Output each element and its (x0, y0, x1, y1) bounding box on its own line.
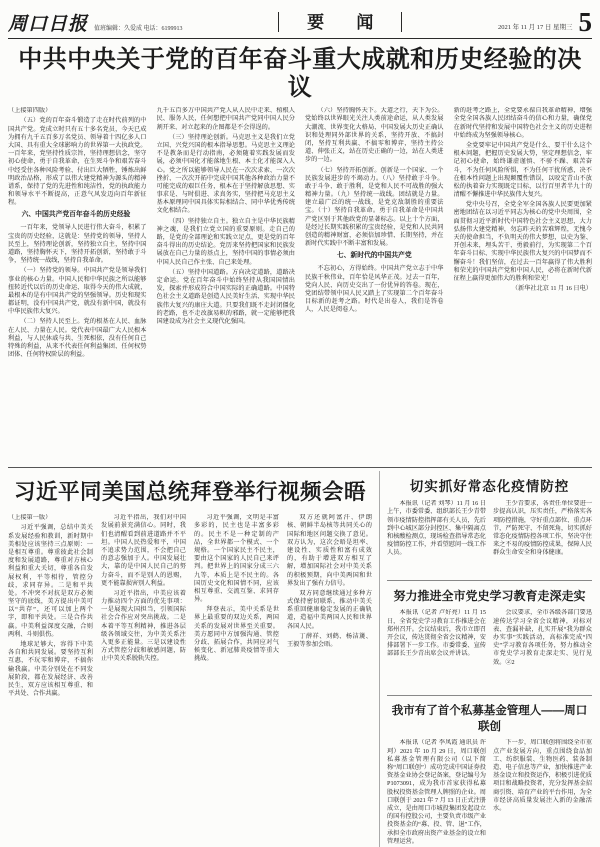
article-column (305, 107, 444, 461)
body-paragraph: （六）坚持胸怀天下。大道之行，天下为公。党始终以世界眼光关注人类前途命运，从人类发展大潮流、世界变化大格局、中国发展大历史正确认识和处理同外部世界的关系，坚持开放、不搞封闭，坚持互利共赢、不搞零和博弈，坚持主持公道、伸张正义，站在历史正确的一边，站在人类进步的一边。 (305, 107, 444, 164)
main-headline: 中共中央关于党的百年奋斗重大成就和历史经验的决议 (18, 46, 582, 101)
article-column (101, 514, 186, 844)
body-paragraph: 本报讯（记者 李凤霞 通讯员 许珂）2021 年 10 月 29 日，周口联创私募基金管理有限公司（以下简称“周口联创”）成功完成中国证券投资基金业协会登记备案，登记编号为 P1073091，成为我市首家获得私募股权投资基金管理人牌照的企业。周口联创于 2021 年 7 月 13 日正式注册成立，是由周口市城投集团发起设立的国有控股公司，主要负责市级产业投资基金的“募、投、管、退”工作，承担全市政府出资产业基金的设立和管理运营。 (387, 739, 486, 845)
body-paragraph: 会议要求，全市各级各部门要迅速传达学习全省会议精神，对标对表、查漏补缺，扎实开展“我为群众办实事”实践活动，高标准完成“四史”学习教育各项任务，努力推动全市党史学习教育走深走实、见行见效。②2 (493, 609, 592, 666)
section-divider-bar-right (401, 12, 402, 32)
xi-meeting-headline: 习近平同美国总统拜登举行视频会晤 (13, 480, 366, 505)
article-rule (387, 695, 592, 696)
party-history-headline: 努力推进全市党史学习教育走深走实 (393, 589, 586, 604)
party-history-article (387, 583, 592, 691)
article-column (287, 514, 372, 844)
article-column (493, 609, 592, 691)
body-paragraph: 习近平强调，文明是丰富多彩的，民主也是丰富多彩的。民主不是一种定制的产品，全世界都一个模式、一个规格。一个国家民主不民主，要由这个国家的人民自己来评判。把世界上的国家分成三六九等，本质上是不民主的。各国历史文化和国情不同，应该相互尊重、交流互鉴、求同存异。 (194, 514, 279, 604)
body-paragraph: （七）坚持开拓创新。创新是一个国家、一个民族发展进步的不竭动力。（八）坚持敢于斗争。敢于斗争、敢于胜利，是党和人民不可战胜的强大精神力量。（九）坚持统一战线。团结就是力量。建立最广泛的统一战线，是党克敌制胜的重要法宝。（十）坚持自我革命。勇于自我革命是中国共产党区别于其他政党的显著标志。以上十个方面，是经过长期实践积累的宝贵经验，是党和人民共同创造的精神财富，必须倍加珍惜、长期坚持，并在新时代实践中不断丰富和发展。 (305, 166, 444, 248)
body-paragraph: 全党要牢记中国共产党是什么、要干什么这个根本问题，把握历史发展大势，坚定理想信念，牢记初心使命，始终谦虚谨慎、不骄不躁、艰苦奋斗，不为任何风险所惧，不为任何干扰所惑，决不在根本性问题上出现颠覆性错误，以咬定青山不放松的执着奋力实现既定目标，以行百里者半九十的清醒不懈推进中华民族伟大复兴。 (453, 141, 592, 199)
body-paragraph: 习近平强调，总结中美关系发展经验和教训，新时期中美相处应该坚持三点原则：一是相互尊重。尊重彼此社会制度和发展道路，尊重对方核心利益和重大关切，尊重各自发展权利，平等相待，管控分歧，求同存异。二是和平共处。不冲突不对抗是双方必须坚守的底线，美方提出中美可以“共存”，还可以加上两个字，即和平共处。三是合作共赢。中美利益深度交融，合则两利、斗则俱伤。 (8, 524, 93, 638)
xi-meeting-article (8, 471, 380, 847)
section-subhead-seven: 七、新时代的中国共产党 (336, 252, 412, 260)
body-paragraph: （一）坚持党的领导。中国共产党是领导我们事业的核心力量。中国人民和中华民族之所以能够扭转近代以后的历史命运、取得今天的伟大成就，最根本的是有中国共产党的坚强领导。历史和现实都证明，没有中国共产党，就没有新中国，就没有中华民族伟大复兴。 (8, 267, 147, 316)
duty-editor-info: 值班编辑：久爱成 电话：6199913 (94, 26, 183, 32)
article-column (8, 107, 147, 461)
fund-headline: 我市有了首个私募基金管理人——周口联创 (391, 705, 588, 734)
article-column (493, 500, 592, 576)
article-column (8, 514, 93, 844)
page-header (8, 5, 592, 39)
body-paragraph: 九千五百多万中国共产党人从人民中走来、植根人民、服务人民，任何想把中国共产党同中国人民分割开来、对立起来的企图都是不会得逞的。 (156, 107, 295, 131)
body-paragraph: （四）坚持独立自主。独立自主是中华民族精神之魂，是我们立党立国的重要原则。走自己的路，是党的全部理论和实践立足点，更是党的百年奋斗得出的历史结论。党历来坚持把国家和民族发展放在自己力量的基点上，坚持中国的事情必须由中国人民自己作主张、自己来处理。 (156, 217, 295, 266)
issue-date: 2021 年 11 月 17 日 星期三 (497, 24, 573, 31)
covid-article (387, 471, 592, 576)
section-rule (8, 467, 592, 468)
article-rule (387, 580, 592, 581)
body-paragraph: 习近平指出，我们对中国发展前景充满信心。同时，我们也清醒看到前进道路并不平坦。中国人民热爱和平，中国不追求势力范围，不会把自己的意志强加于人。中国发展壮大，靠的是中国人民自己的努力奋斗，而不是别人的恩赐，更不能靠损害别人利益。 (101, 514, 186, 587)
body-paragraph: 双方同意继续通过多种方式保持密切联系，推动中美关系重回健康稳定发展的正确轨道，造福中美两国人民和世界各国人民。 (287, 589, 372, 630)
body-paragraph: 丁薛祥、刘鹤、杨洁篪、王毅等参加会晤。 (287, 632, 372, 648)
resolution-article (8, 107, 592, 465)
body-paragraph: 地球足够大，容得下中美各自和共同发展。要坚持互利互惠，不玩零和博弈，不搞你输我赢。中美分别处在不同发展阶段，都在发展经济、改善民生，双方应该相互尊重、和平共处、合作共赢。 (8, 641, 93, 698)
body-paragraph: 本报讯（记者 卢好亮）11 月 15 日，全省党史学习教育工作推进会在郑州召开。会议结束后，我市立即召开会议，传达贯彻全省会议精神，安排部署下一步工作。市委常委、宣传部部长王少青出席会议并讲话。 (387, 609, 486, 658)
section-title: 要 闻 (307, 12, 388, 32)
covid-headline: 切实抓好常态化疫情防控 (409, 479, 570, 495)
fund-article (387, 698, 592, 847)
article-column (194, 514, 279, 844)
masthead-logo: 周口日报 (8, 14, 89, 35)
article-column (387, 609, 486, 691)
article-column (157, 107, 296, 461)
page-number: 5 (578, 7, 592, 38)
body-paragraph: 党中央号召，全党全军全国各族人民要更加紧密地团结在以习近平同志为核心的党中央周围，全面贯彻习近平新时代中国特色社会主义思想，大力弘扬伟大建党精神，勿忘昨天的苦难辉煌，无愧今天的使命担当，不负明天的伟大梦想，以史为鉴、开创未来，埋头苦干、勇毅前行，为实现第二个百年奋斗目标、实现中华民族伟大复兴的中国梦而不懈奋斗！我们坚信，在过去一百年赢得了伟大胜利和荣光的中国共产党和中国人民，必将在新时代新征程上赢得更加伟大的胜利和荣光！ (453, 201, 592, 282)
body-paragraph: （五）坚持中国道路。方向决定道路，道路决定命运。党在百年奋斗中始终坚持从我国国情出发，探索并形成符合中国实际的正确道路。中国特色社会主义道路是创造人民美好生活、实现中华民族伟大复兴的康庄大道。只要我们既不走封闭僵化的老路，也不走改旗易帜的邪路，就一定能够把我国建设成为社会主义现代化强国。 (156, 268, 295, 325)
continued-note: （上接第四版） (8, 107, 52, 115)
body-paragraph: 下一步，周口联创将围绕全市重点产业发展方向，重点围绕食品加工、纺织服装、生物医药、装备制造、电子信息等产业，加快推进产业基金设立和投资运作，积极引进优质项目和战略投资者，充分发挥基金招商引资、培育产业的平台作用，为全市经济高质量发展注入新的金融活水。 (493, 739, 592, 812)
body-paragraph: 拜登表示，美中关系是世界上最重要的双边关系，两国关系的发展对世界至关重要。美方愿同中方加强沟通、管控分歧、拓展合作，共同应对气候变化、新冠肺炎疫情等重大挑战。 (194, 606, 279, 663)
body-paragraph: （二）坚持人民至上。党的根基在人民、血脉在人民、力量在人民。党代表中国最广大人民根本利益，与人民休戚与共、生死相依，没有任何自己特殊的利益，从来不代表任何利益集团、任何权势团体、任何特权阶层的利益。 (8, 318, 147, 359)
body-paragraph: 本报讯（记者 刘琴）11 月 16 日上午，市委常委、组织部长王少青带领市疫情防控指挥部有关人员，先后到中心城区部分封控区、集中隔离点和核酸检测点，现场检查指导常态化疫情防控工作，并看望慰问一线工作人员。 (387, 500, 486, 557)
article-column (387, 739, 486, 847)
article-column (493, 739, 592, 847)
body-paragraph: 不忘初心，方得始终。中国共产党立志于中华民族千秋伟业，百年恰是风华正茂。过去一百年，党向人民、向历史交出了一份优异的答卷。现在，党团结带领中国人民又踏上了实现第二个百年奋斗目标新的赶考之路。时代是出卷人，我们是答卷人，人民是阅卷人。 (305, 265, 444, 314)
body-paragraph: 习近平指出，中美应该着力推动四个方面的优先事项：一是展现大国担当，引领国际社会合作应对突出挑战。二是本着平等互利精神，推进各层级各领域交往，为中美关系注入更多正能量。三是以建设性方式管控分歧和敏感问题，防止中美关系脱轨失控。 (101, 589, 186, 663)
article-column (454, 107, 593, 461)
body-paragraph: （五）党的百年奋斗锻造了走在时代前列的中国共产党。党成立时只有五十多名党员，今天已成为拥有九千五百多万名党员、领导着十四亿多人口大国、具有重大全球影响力的世界第一大执政党。一百年来，党坚持性质宗旨，坚持理想信念，坚守初心使命，勇于自我革命，在生死斗争和艰苦奋斗中经受住各种风险考验、付出巨大牺牲，锤炼出鲜明政治品格，形成了以伟大建党精神为源头的精神谱系，保持了党的先进性和纯洁性，党的执政能力和领导水平不断提高，正意气风发迈向百年新征程。 (8, 117, 147, 207)
xinhua-dateline: （新华社北京 11 月 16 日电） (511, 285, 592, 293)
body-paragraph: 王少青要求，各责任单位要进一步提高认识，压实责任，严格落实各项防控措施，守好重点部位、重点环节，严防死守、不留死角，切实抓好常态化疫情防控各项工作，坚决守住来之不易的疫情防控成果，保障人民群众生命安全和身体健康。 (493, 500, 592, 557)
article-column (387, 500, 486, 576)
continued-note: （上接第一版） (8, 514, 52, 522)
section-divider-bar-left (278, 12, 279, 32)
section-subhead-six: 六、中国共产党百年奋斗的历史经验 (21, 211, 131, 219)
body-paragraph: 新的赶考之路上，全党要永葆自我革命精神，增强全党全国各族人民团结奋斗的信心和力量，确保党在新时代坚持和发展中国特色社会主义的历史进程中始终成为坚强领导核心。 (453, 107, 592, 139)
body-paragraph: 双方还就阿富汗、伊朗核、朝鲜半岛核等共同关心的国际和地区问题交换了意见。双方认为，这次会晤是坦率、建设性、实质性和富有成效的，有助于增进双方相互了解，增加国际社会对中美关系的积极预期，向中美两国和世界发出了强有力信号。 (287, 514, 372, 587)
body-paragraph: 一百年来，党领导人民进行伟大奋斗，积累了宝贵的历史经验，这就是：坚持党的领导，坚持人民至上，坚持理论创新，坚持独立自主，坚持中国道路，坚持胸怀天下，坚持开拓创新，坚持敢于斗争，坚持统一战线，坚持自我革命。 (8, 224, 147, 265)
body-paragraph: （三）坚持理论创新。马克思主义是我们立党立国、兴党兴国的根本指导思想。马克思主义理论不是教条而是行动指南，必须随着实践发展而发展，必须中国化才能落地生根、本土化才能深入人心。党之所以能够领导人民在一次次求索、一次次挫折、一次次开拓中完成中国其他各种政治力量不可能完成的艰巨任务，根本在于坚持解放思想、实事求是、与时俱进、求真务实，坚持把马克思主义基本原理同中国具体实际相结合、同中华优秀传统文化相结合。 (156, 133, 295, 215)
